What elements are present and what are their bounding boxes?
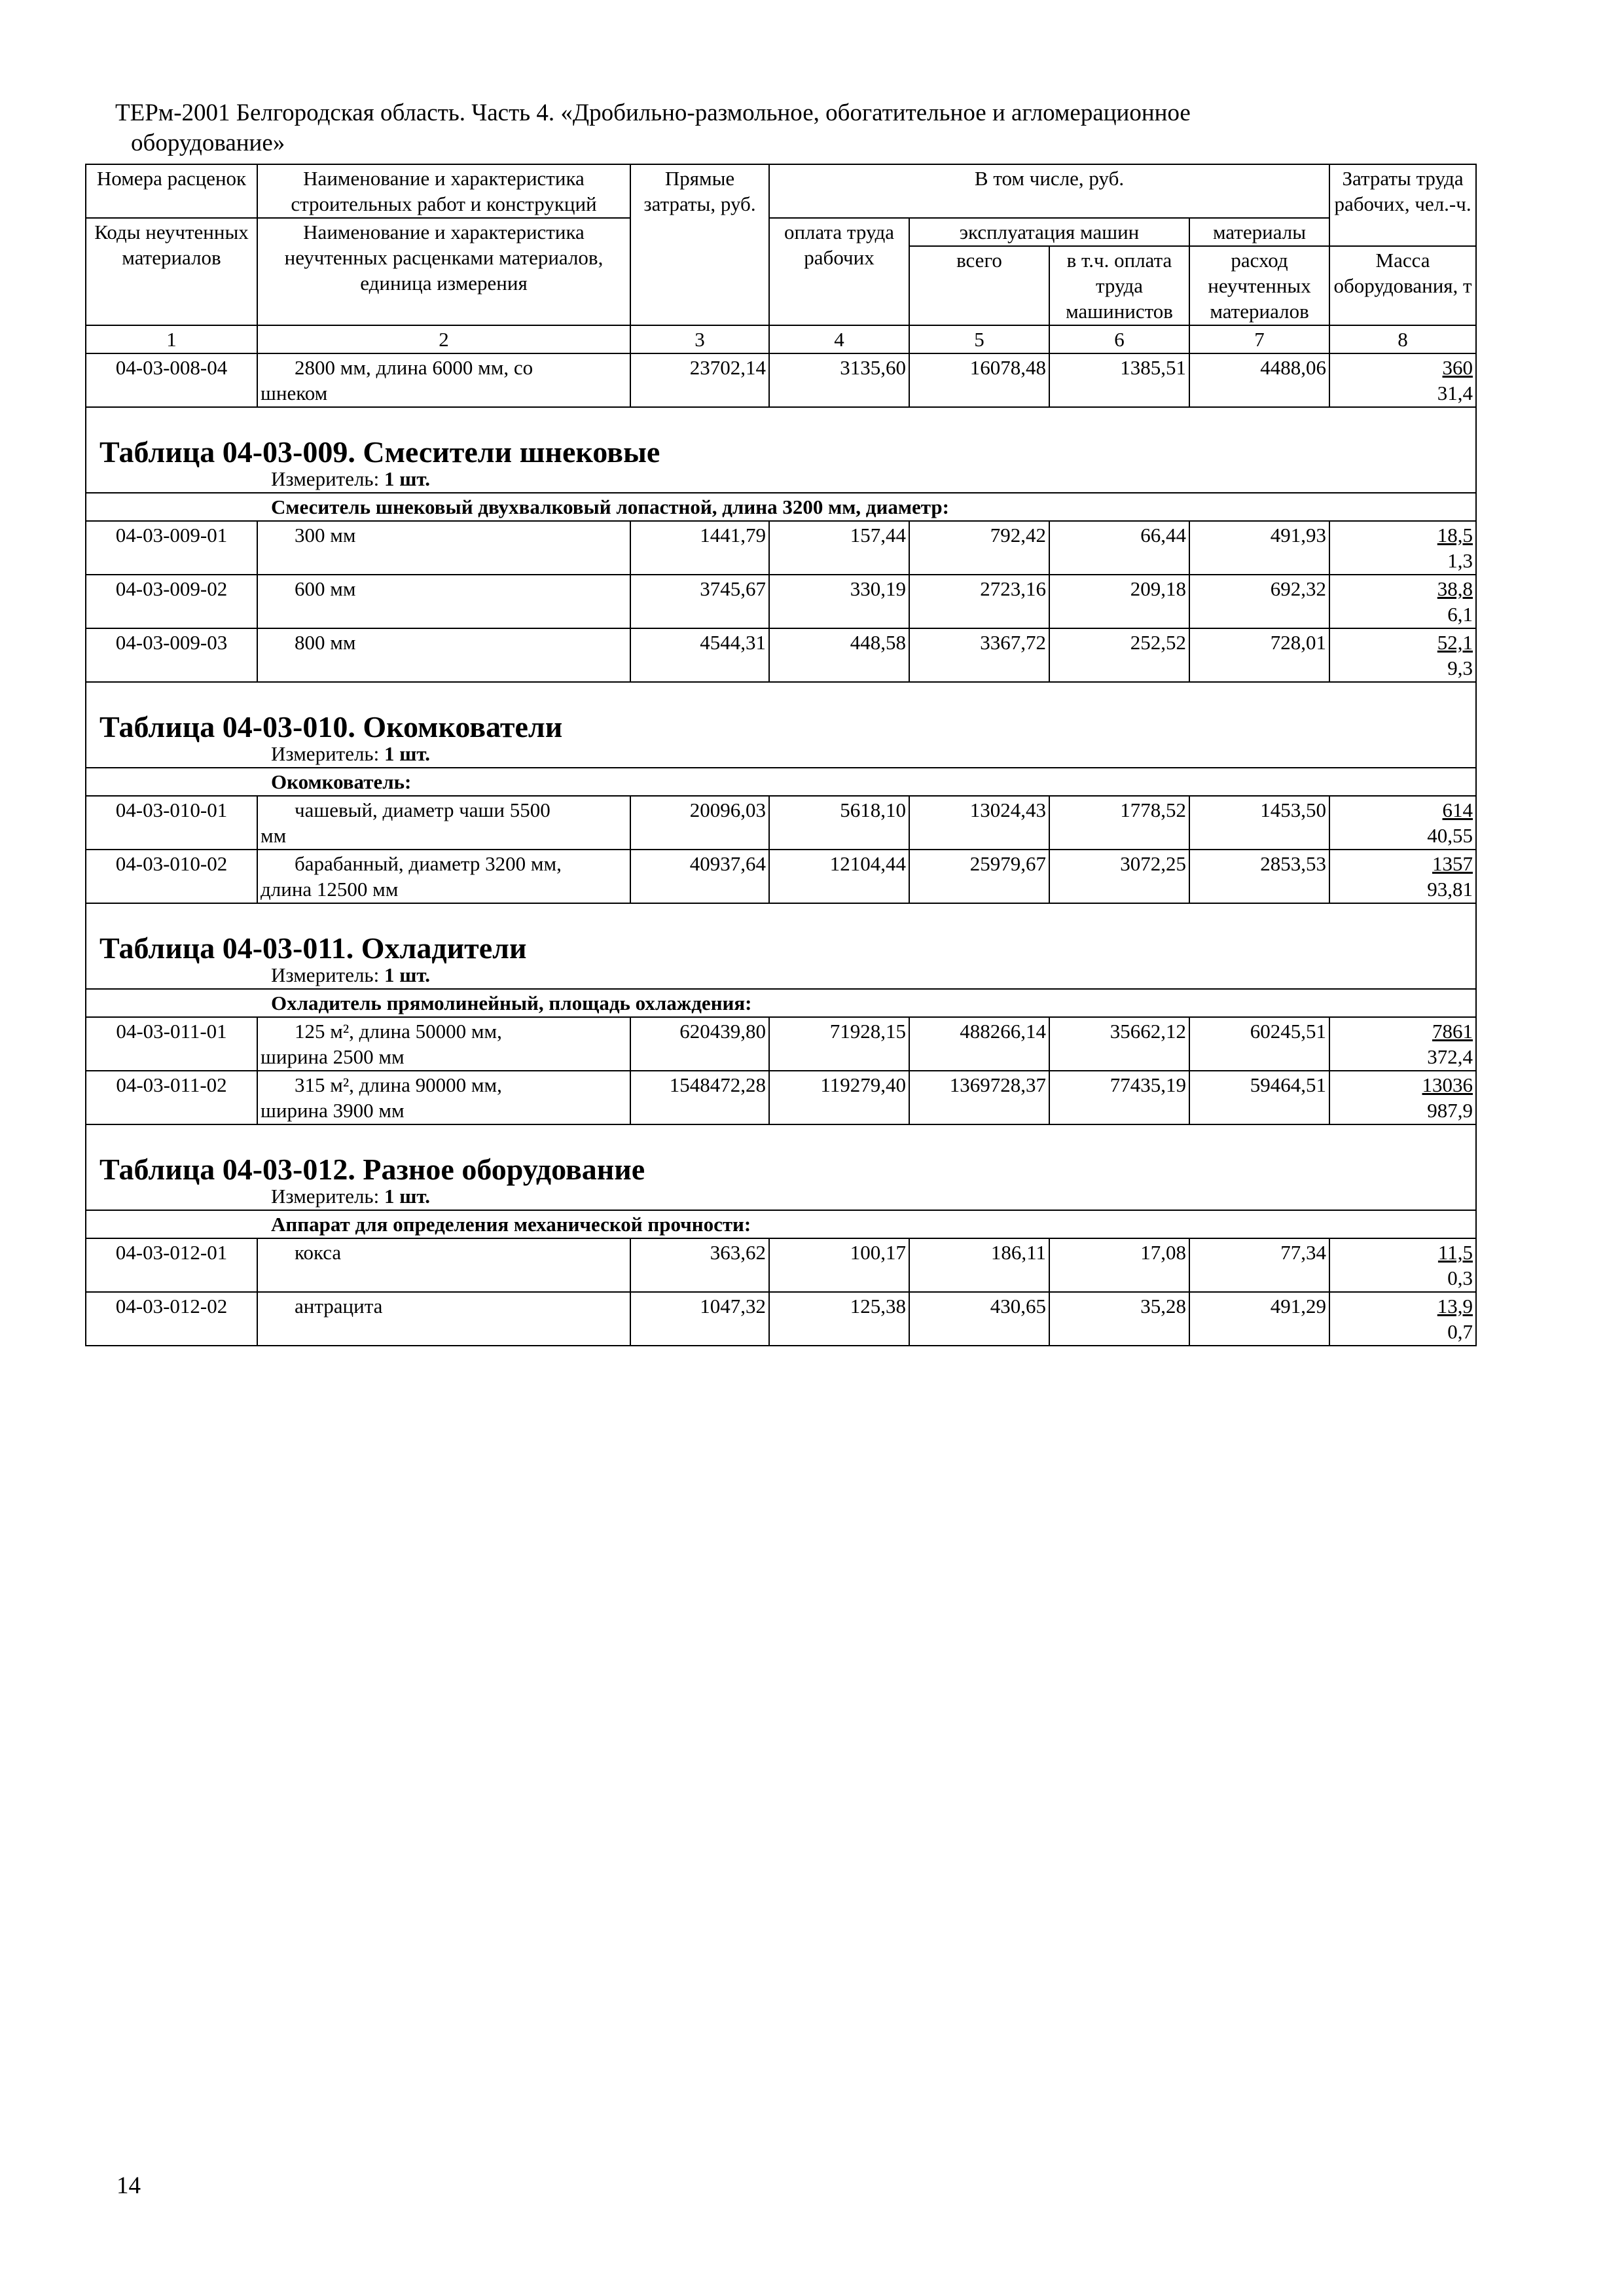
rate-name — [257, 628, 630, 682]
table-row — [86, 1017, 1476, 1071]
price-table-container — [85, 164, 1475, 1346]
rate-name-rest: шнеком — [261, 382, 328, 404]
rate-name — [257, 1238, 630, 1292]
table-row — [86, 353, 1476, 407]
labor-hours: 52,1 — [1437, 631, 1473, 654]
direct-costs: 1441,79 — [630, 521, 769, 575]
direct-costs: 20096,03 — [630, 796, 769, 850]
group-label: Окомкователь: — [86, 768, 1476, 796]
section-title-row — [86, 903, 1476, 961]
materials-cost: 77,34 — [1189, 1238, 1329, 1292]
measure-row — [86, 740, 1476, 768]
header-row-1 — [86, 164, 1476, 218]
col2-top-header: Наименование и характеристика строительных работ и конструкций — [257, 164, 630, 218]
col3-header: Прямые затраты, руб. — [630, 164, 769, 325]
rate-name — [257, 521, 630, 575]
machines-total: 430,65 — [909, 1292, 1049, 1346]
direct-costs: 4544,31 — [630, 628, 769, 682]
group-row — [86, 493, 1476, 521]
header-line-2: оборудование» — [131, 130, 285, 156]
col8-top-header: Затраты труда рабочих, чел.-ч. — [1329, 164, 1476, 246]
table-row — [86, 521, 1476, 575]
section-title-row — [86, 407, 1476, 465]
materials-cost: 59464,51 — [1189, 1071, 1329, 1124]
materials-cost: 692,32 — [1189, 575, 1329, 628]
table-row — [86, 796, 1476, 850]
page-number: 14 — [117, 2172, 141, 2199]
rate-name-first: 600 мм — [295, 577, 356, 600]
rate-name-rest: ширина 3900 мм — [261, 1099, 405, 1122]
rate-name-first: 315 м², длина 90000 мм, — [295, 1073, 502, 1096]
section-title: Таблица 04-03-009. Смесители шнековые — [86, 407, 1476, 465]
labor-hours: 614 — [1442, 798, 1473, 821]
labor-hours: 13,9 — [1437, 1295, 1473, 1318]
column-number: 1 — [86, 325, 257, 353]
header-line-1: ТЕРм-2001 Белгородская область. Часть 4. «Дробильно-размольное, обогатительное и агломерационное — [115, 99, 1191, 126]
rate-name-first: кокса — [295, 1241, 342, 1264]
measure-value: 1 шт. — [384, 742, 431, 765]
labor-and-mass — [1329, 521, 1476, 575]
materials-cost: 491,29 — [1189, 1292, 1329, 1346]
rate-code: 04-03-009-02 — [86, 575, 257, 628]
labor-and-mass — [1329, 1017, 1476, 1071]
rate-name-first: барабанный, диаметр 3200 мм, — [295, 852, 562, 875]
machinist-pay: 35662,12 — [1049, 1017, 1189, 1071]
labor-and-mass — [1329, 1292, 1476, 1346]
rate-name-rest: ширина 2500 мм — [261, 1045, 405, 1068]
direct-costs: 620439,80 — [630, 1017, 769, 1071]
machinist-pay: 252,52 — [1049, 628, 1189, 682]
group-row — [86, 768, 1476, 796]
column-number: 8 — [1329, 325, 1476, 353]
column-number: 7 — [1189, 325, 1329, 353]
direct-costs: 1047,32 — [630, 1292, 769, 1346]
col6-header: в т.ч. оплата труда машинистов — [1049, 246, 1189, 325]
labor-and-mass — [1329, 575, 1476, 628]
measure-value: 1 шт. — [384, 963, 431, 986]
labor-pay: 5618,10 — [769, 796, 909, 850]
equipment-mass: 987,9 — [1427, 1099, 1473, 1122]
equipment-mass: 0,3 — [1447, 1266, 1473, 1289]
labor-and-mass — [1329, 1238, 1476, 1292]
measure-label: Измеритель: — [271, 963, 380, 986]
measure-label: Измеритель: — [271, 1185, 380, 1208]
rate-name-first: чашевый, диаметр чаши 5500 — [295, 798, 550, 821]
equipment-mass: 9,3 — [1447, 656, 1473, 679]
labor-pay: 71928,15 — [769, 1017, 909, 1071]
rate-name — [257, 1017, 630, 1071]
rate-code: 04-03-009-03 — [86, 628, 257, 682]
rate-name-first: 125 м², длина 50000 мм, — [295, 1020, 502, 1043]
direct-costs: 3745,67 — [630, 575, 769, 628]
rate-name-first: 2800 мм, длина 6000 мм, со — [295, 356, 533, 379]
group-label: Аппарат для определения механической прочности: — [86, 1210, 1476, 1238]
measure — [86, 1183, 1476, 1210]
column-number: 5 — [909, 325, 1049, 353]
measure-row — [86, 1183, 1476, 1210]
labor-and-mass — [1329, 628, 1476, 682]
materials-cost: 491,93 — [1189, 521, 1329, 575]
machinist-pay: 77435,19 — [1049, 1071, 1189, 1124]
labor-and-mass — [1329, 1071, 1476, 1124]
machinist-pay: 1385,51 — [1049, 353, 1189, 407]
materials-cost: 728,01 — [1189, 628, 1329, 682]
rate-code: 04-03-009-01 — [86, 521, 257, 575]
table-row — [86, 1071, 1476, 1124]
labor-hours: 7861 — [1432, 1020, 1473, 1043]
machines-total: 1369728,37 — [909, 1071, 1049, 1124]
measure — [86, 465, 1476, 493]
materials-cost: 2853,53 — [1189, 850, 1329, 903]
table-row — [86, 628, 1476, 682]
labor-pay: 448,58 — [769, 628, 909, 682]
direct-costs: 363,62 — [630, 1238, 769, 1292]
header-row-2 — [86, 218, 1476, 246]
section-title: Таблица 04-03-012. Разное оборудование — [86, 1124, 1476, 1183]
section-title-row — [86, 682, 1476, 740]
equipment-mass: 31,4 — [1437, 382, 1473, 404]
column-number: 4 — [769, 325, 909, 353]
col2-bottom-header: Наименование и характеристика неучтенных расценками материалов, единица измерения — [257, 218, 630, 325]
rate-name — [257, 850, 630, 903]
labor-and-mass — [1329, 796, 1476, 850]
rate-code: 04-03-011-01 — [86, 1017, 257, 1071]
table-row — [86, 575, 1476, 628]
equipment-mass: 93,81 — [1427, 878, 1473, 901]
price-table — [85, 164, 1477, 1346]
labor-hours: 11,5 — [1437, 1241, 1473, 1264]
labor-pay: 119279,40 — [769, 1071, 909, 1124]
machines-total: 13024,43 — [909, 796, 1049, 850]
labor-pay: 3135,60 — [769, 353, 909, 407]
measure-label: Измеритель: — [271, 467, 380, 490]
machines-header: эксплуатация машин — [909, 218, 1189, 246]
col1-bottom-header: Коды неучтенных материалов — [86, 218, 257, 325]
rate-code: 04-03-012-02 — [86, 1292, 257, 1346]
machinist-pay: 35,28 — [1049, 1292, 1189, 1346]
machines-total: 25979,67 — [909, 850, 1049, 903]
section-title-row — [86, 1124, 1476, 1183]
labor-pay: 330,19 — [769, 575, 909, 628]
labor-hours: 360 — [1442, 356, 1473, 379]
col7-header: расход неучтенных материалов — [1189, 246, 1329, 325]
machines-total: 488266,14 — [909, 1017, 1049, 1071]
equipment-mass: 40,55 — [1427, 824, 1473, 847]
measure-value: 1 шт. — [384, 467, 431, 490]
table-row — [86, 1238, 1476, 1292]
rate-name — [257, 1071, 630, 1124]
labor-hours: 1357 — [1432, 852, 1473, 875]
rate-name — [257, 796, 630, 850]
rate-name — [257, 353, 630, 407]
labor-hours: 38,8 — [1437, 577, 1473, 600]
labor-pay: 125,38 — [769, 1292, 909, 1346]
machines-total: 3367,72 — [909, 628, 1049, 682]
machinist-pay: 1778,52 — [1049, 796, 1189, 850]
table-row — [86, 1292, 1476, 1346]
labor-hours: 13036 — [1422, 1073, 1473, 1096]
section-title: Таблица 04-03-010. Окомкователи — [86, 682, 1476, 740]
incl-header: В том числе, руб. — [769, 164, 1329, 218]
rate-name-first: 300 мм — [295, 524, 356, 547]
machinist-pay: 209,18 — [1049, 575, 1189, 628]
column-number: 6 — [1049, 325, 1189, 353]
rate-name-rest: длина 12500 мм — [261, 878, 399, 901]
direct-costs: 40937,64 — [630, 850, 769, 903]
labor-pay: 100,17 — [769, 1238, 909, 1292]
rate-code: 04-03-010-01 — [86, 796, 257, 850]
rate-code: 04-03-010-02 — [86, 850, 257, 903]
measure-value: 1 шт. — [384, 1185, 431, 1208]
group-row — [86, 1210, 1476, 1238]
measure — [86, 961, 1476, 989]
group-row — [86, 989, 1476, 1017]
rate-name — [257, 575, 630, 628]
col1-top-header: Номера расценок — [86, 164, 257, 218]
measure-row — [86, 465, 1476, 493]
rate-code: 04-03-008-04 — [86, 353, 257, 407]
rate-name-first: антрацита — [295, 1295, 383, 1318]
machines-total: 792,42 — [909, 521, 1049, 575]
measure-label: Измеритель: — [271, 742, 380, 765]
rate-name — [257, 1292, 630, 1346]
equipment-mass: 372,4 — [1427, 1045, 1473, 1068]
col5-header: всего — [909, 246, 1049, 325]
column-number: 2 — [257, 325, 630, 353]
group-label: Смеситель шнековый двухвалковый лопастной, длина 3200 мм, диаметр: — [86, 493, 1476, 521]
materials-cost: 4488,06 — [1189, 353, 1329, 407]
machines-total: 2723,16 — [909, 575, 1049, 628]
rate-name-first: 800 мм — [295, 631, 356, 654]
labor-pay: 12104,44 — [769, 850, 909, 903]
column-number-row — [86, 325, 1476, 353]
materials-cost: 60245,51 — [1189, 1017, 1329, 1071]
rate-name-rest: мм — [261, 824, 287, 847]
rate-code: 04-03-012-01 — [86, 1238, 257, 1292]
direct-costs: 1548472,28 — [630, 1071, 769, 1124]
labor-and-mass — [1329, 850, 1476, 903]
machinist-pay: 17,08 — [1049, 1238, 1189, 1292]
col8-bottom-header: Масса оборудования, т — [1329, 246, 1476, 325]
measure-row — [86, 961, 1476, 989]
materials-cost: 1453,50 — [1189, 796, 1329, 850]
machines-total: 186,11 — [909, 1238, 1049, 1292]
direct-costs: 23702,14 — [630, 353, 769, 407]
machines-total: 16078,48 — [909, 353, 1049, 407]
column-number: 3 — [630, 325, 769, 353]
materials-header: материалы — [1189, 218, 1329, 246]
labor-and-mass — [1329, 353, 1476, 407]
rate-code: 04-03-011-02 — [86, 1071, 257, 1124]
equipment-mass: 1,3 — [1447, 549, 1473, 572]
document-header — [115, 98, 1424, 158]
table-row — [86, 850, 1476, 903]
section-title: Таблица 04-03-011. Охладители — [86, 903, 1476, 961]
labor-pay: 157,44 — [769, 521, 909, 575]
labor-hours: 18,5 — [1437, 524, 1473, 547]
equipment-mass: 0,7 — [1447, 1320, 1473, 1343]
group-label: Охладитель прямолинейный, площадь охлаждения: — [86, 989, 1476, 1017]
col4-header: оплата труда рабочих — [769, 218, 909, 325]
machinist-pay: 3072,25 — [1049, 850, 1189, 903]
equipment-mass: 6,1 — [1447, 603, 1473, 626]
measure — [86, 740, 1476, 768]
machinist-pay: 66,44 — [1049, 521, 1189, 575]
